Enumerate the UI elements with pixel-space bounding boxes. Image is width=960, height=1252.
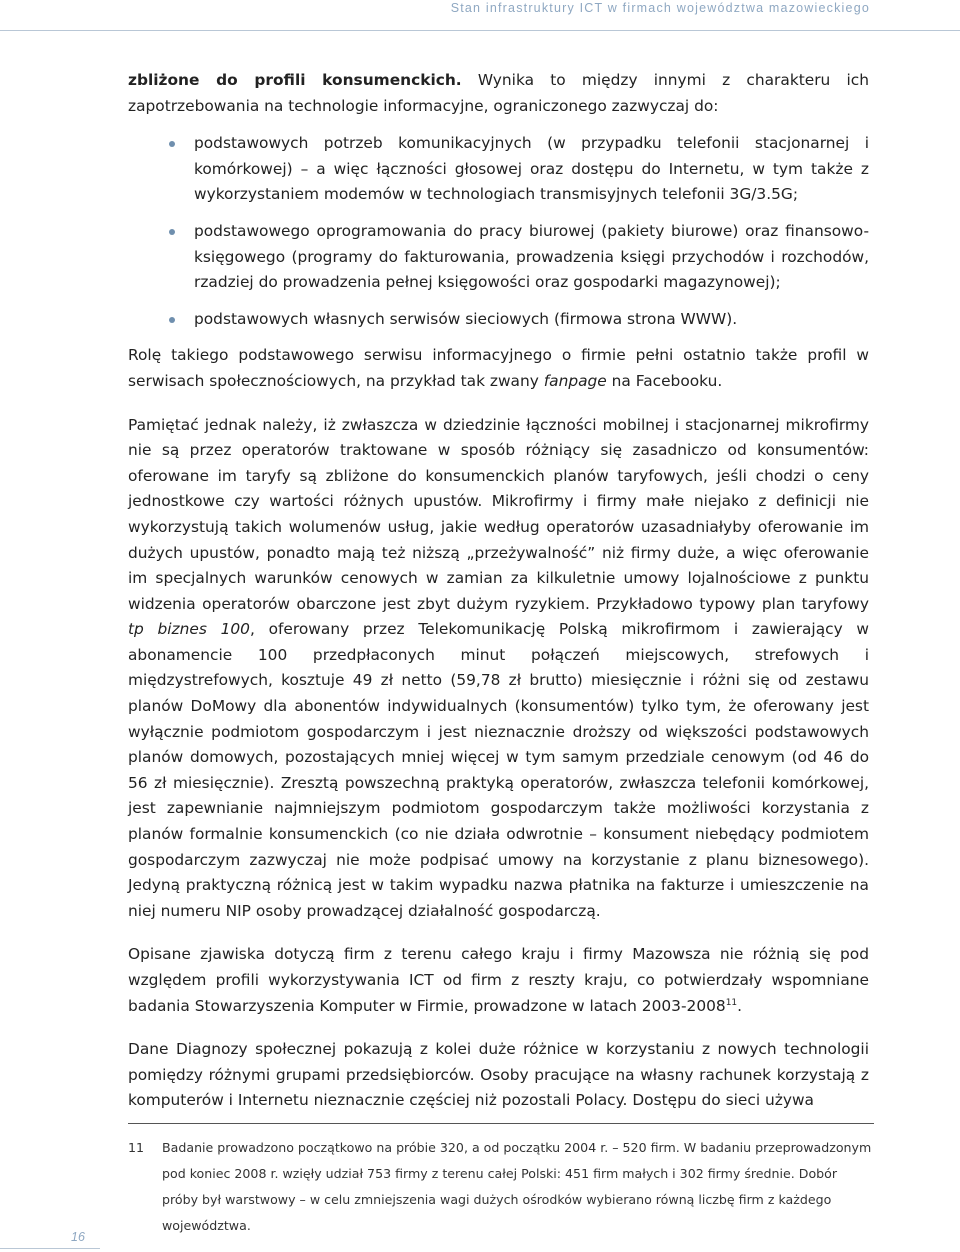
- italic-term: fanpage: [543, 371, 607, 390]
- footnote-number: 11: [128, 1140, 145, 1155]
- paragraph-3-text: Pamiętać jednak należy, iż zwłaszcza w dziedzinie łączności mobilnej i stacjonarnej mikrofirmy nie są przez operatorów traktowane w sposób różniący się zasadniczo od konsumentów: oferowane im taryfy są zbliżone do konsumenckich planów taryfowych, jeśli chodzi o ceny jednostkowe czy wartości różnych upustów. Mikrofirmy i firmy małe niejako z definicji nie wykorzystują takich wolumenów usług, jakie według operatorów uzasadniałyby oferowanie im dużych upustów, ponadto mają też niższą „przeżywalność” niż firmy duże, a więc oferowanie im specjalnych warunków cenowych w zamian za kilkuletnie umowy lojalnościowe z punktu widzenia operatorów obarczone jest zbyt dużym ryzykiem. Przykładowo typowy plan taryfowy: [128, 415, 869, 613]
- paragraph-1: [128, 68, 869, 119]
- bullet-dot-icon: [169, 141, 175, 147]
- footnotes: [128, 1135, 874, 1239]
- bullet-dot-icon: [169, 317, 175, 323]
- page-number-rule: [0, 1248, 100, 1249]
- italic-plan-name: tp biznes 100: [128, 620, 250, 639]
- footnote-ref[interactable]: 11: [725, 997, 738, 1008]
- paragraph-2: [128, 343, 869, 394]
- paragraph-4: [128, 942, 869, 1019]
- bullet-list: [128, 131, 869, 332]
- footnote-text: Badanie prowadzono początkowo na próbie 320, a od początku 2004 r. – 520 firm. W badaniu przeprowadzonym pod koniec 2008 r. wzięły udział 753 firmy z terenu całej Polski: 451 firm małych i 302 firmy średnie. Dobór próby był warstwowy – w celu zmniejszenia wagi dużych ośrodków wybierano równą liczbę firm z każdego województwa.: [162, 1140, 872, 1233]
- list-item: [128, 219, 869, 296]
- footnote: [128, 1135, 874, 1239]
- paragraph-4-text: Opisane zjawiska dotyczą firm z terenu całego kraju i firmy Mazowsza nie różnią się pod względem profili wykorzystywania ICT od firm z reszty kraju, co potwierdzały wspomniane badania Stowarzyszenia Komputer w Firmie, prowadzone w latach 2003-2008: [128, 945, 869, 1015]
- paragraph-4-end: .: [737, 996, 743, 1015]
- bold-lead: zbliżone do profili konsumenckich.: [128, 71, 462, 89]
- paragraph-2-text: Rolę takiego podstawowego serwisu informacyjnego o firmie pełni ostatnio także profil w serwisach społecznościowych, na przykład tak zwany: [128, 346, 869, 390]
- list-item-text: podstawowych potrzeb komunikacyjnych (w przypadku telefonii stacjonarnej i komórkowej) – a więc łączności głosowej oraz dostępu do Internetu, w tym także z wykorzystaniem modemów w technologiach transmisyjnych telefonii 3G/3.5G;: [194, 134, 869, 204]
- body-text: [128, 68, 869, 1114]
- bullet-dot-icon: [169, 229, 175, 235]
- footnote-rule: [128, 1123, 874, 1124]
- list-item: [128, 131, 869, 208]
- paragraph-2-text-end: na Facebooku.: [606, 371, 723, 390]
- running-header-title: Stan infrastruktury ICT w firmach województwa mazowieckiego: [450, 1, 870, 15]
- list-item: [128, 307, 869, 333]
- paragraph-3-text-end: , oferowany przez Telekomunikację Polską mikrofirmom i zawierający w abonamencie 100 przedpłaconych minut połączeń miejscowych, strefowych i międzystrefowych, kosztuje 49 zł netto (59,78 zł brutto) miesięcznie i różni się od zestawu planów DoMowy dla abonentów indywidualnych (konsumentów) tylko tym, że oferowany jest wyłącznie podmiotom gospodarczym i jest nieznacznie droższy od większości podstawowych planów domowych, pozostających mniej więcej w tym samym przedziale cenowym (od 46 do 56 zł miesięcznie). Zresztą powszechną praktyką operatorów, zwłaszcza telefonii komórkowej, jest zapewnianie najmniejszym podmiotom gospodarczym także możliwości korzystania z planów formalnie konsumenckich (co nie działa odwrotnie – konsument niebędący podmiotem gospodarczym zazwyczaj nie może podpisać umowy na korzystanie z planu biznesowego). Jedyną praktyczną różnicą jest w takim wypadku nazwa płatnika na fakturze i umieszczenie na niej numeru NIP osoby prowadzącej działalność gospodarczą.: [128, 620, 869, 920]
- list-item-text: podstawowego oprogramowania do pracy biurowej (pakiety biurowe) oraz finansowo-księgowego (programy do fakturowania, prowadzenia księgi przychodów i rozchodów, rzadziej do prowadzenia pełnej księgowości oraz gospodarki magazynowej);: [194, 221, 869, 292]
- list-item-text: podstawowych własnych serwisów sieciowych (firmowa strona WWW).: [194, 309, 738, 328]
- paragraph-3: [128, 413, 869, 925]
- page-number: 16: [71, 1230, 85, 1244]
- paragraph-5: Dane Diagnozy społecznej pokazują z kolei duże różnice w korzystaniu z nowych technologii pomiędzy różnymi grupami przedsiębiorców. Osoby pracujące na własny rachunek korzystają z komputerów i Internetu nieznacznie częściej niż pozostali Polacy. Dostępu do sieci używa: [128, 1040, 869, 1110]
- header-rule: [0, 30, 960, 31]
- paragraph-1-text: Wynika to między innymi z charakteru ich zapotrzebowania na technologie informacyjne, ograniczonego zazwyczaj do:: [128, 71, 870, 115]
